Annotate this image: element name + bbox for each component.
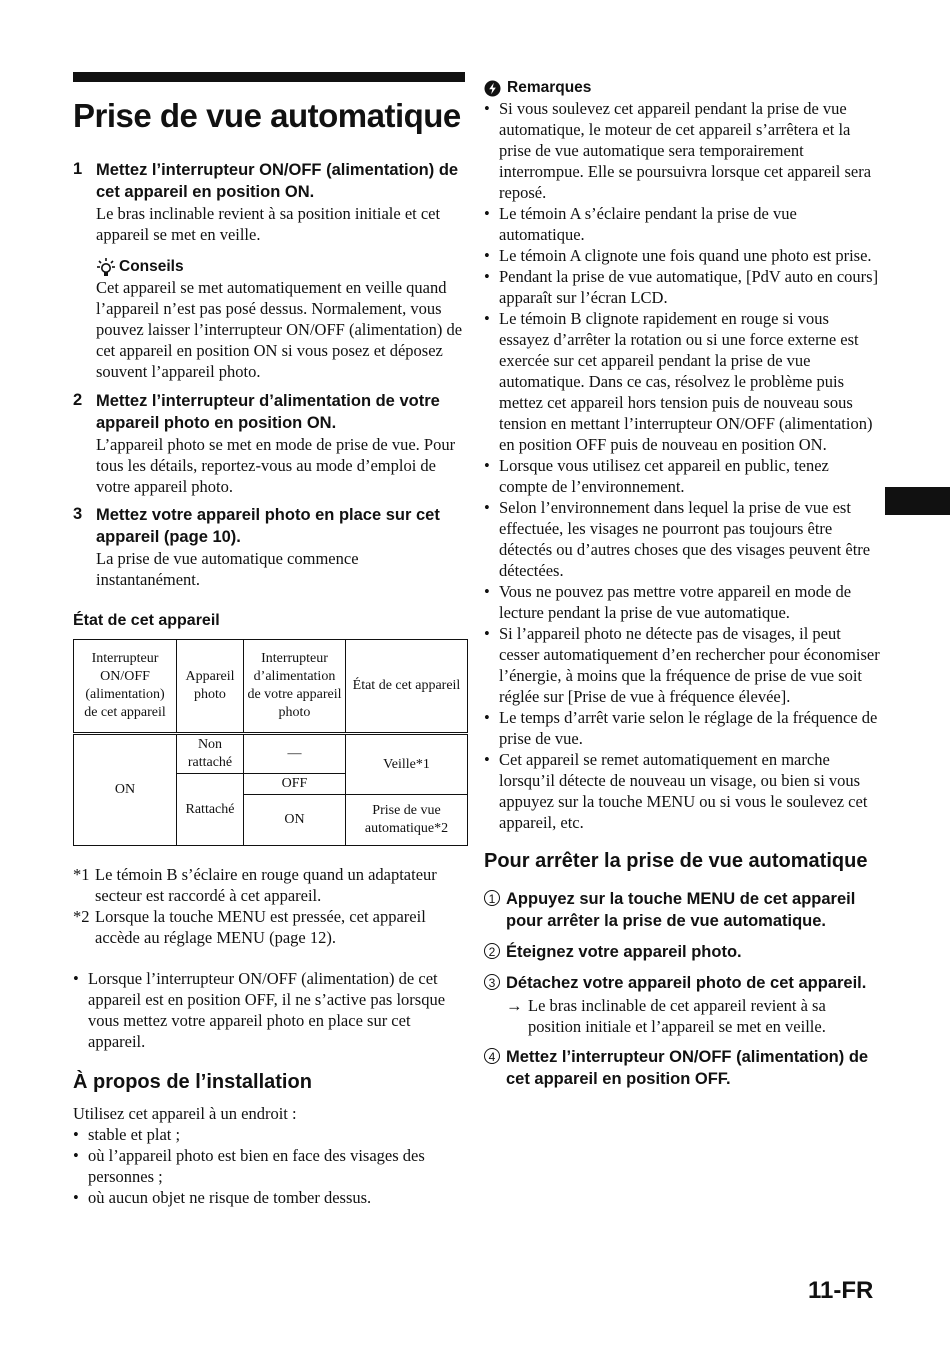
- left-bullet-list: [73, 968, 465, 1052]
- installation-heading: À propos de l’installation: [73, 1071, 312, 1093]
- step-2: [73, 390, 465, 497]
- table-header-cell: Interrupteur d’alimentation de votre appareil photo: [244, 640, 346, 734]
- table-cell: ON: [244, 795, 346, 846]
- page-number: 11-FR: [808, 1277, 874, 1304]
- step-heading: Mettez l’interrupteur d’alimentation de votre appareil photo en position ON.: [96, 392, 440, 432]
- step-number-badge: 2: [484, 943, 500, 959]
- table-row: [74, 734, 468, 774]
- stop-heading: Pour arrêter la prise de vue automatique: [484, 850, 868, 872]
- step-body: La prise de vue automatique commence instantanément.: [96, 549, 359, 589]
- list-item: • Lorsque vous utilisez cet appareil en public, tenez compte de l’environnement.: [484, 455, 880, 497]
- installation-list: [73, 1124, 465, 1208]
- warning-icon: [484, 80, 501, 97]
- table-cell: ON: [74, 734, 177, 846]
- list-item: • Le témoin A s’éclaire pendant la prise de vue automatique.: [484, 203, 880, 245]
- step-number: 3: [73, 505, 83, 523]
- left-column: [73, 72, 465, 1208]
- title-rule: [73, 72, 465, 82]
- tips-title: Conseils: [119, 258, 184, 275]
- stop-step-text: Mettez l’interrupteur ON/OFF (alimentation) de cet appareil en position OFF.: [506, 1048, 869, 1088]
- list-item: • Le temps d’arrêt varie selon le réglage de la fréquence de prise de vue.: [484, 707, 880, 749]
- lightbulb-icon: [96, 257, 116, 277]
- stop-step-4: [484, 1046, 880, 1090]
- page-title: Prise de vue automatique: [73, 97, 461, 134]
- list-item: • où aucun objet ne risque de tomber dessus.: [73, 1187, 465, 1208]
- tips-box: [73, 257, 465, 382]
- list-item: • Vous ne pouvez pas mettre votre appareil en mode de lecture pendant la prise de vue automatique.: [484, 581, 880, 623]
- list-item: • Le témoin B clignote rapidement en rouge si vous essayez d’arrêter la rotation ou si une force externe est exercée sur cet appareil pendant la prise de vue automatique. Dans ce cas, résolvez le problème puis mettez cet appareil hors tension puis de nouveau sous tension en mettant l’interrupteur ON/OFF (alimentation) en position OFF puis de nouveau en position ON.: [484, 308, 880, 455]
- table-header-cell: Interrupteur ON/OFF (alimentation) de cet appareil: [74, 640, 177, 734]
- list-item: • Lorsque l’interrupteur ON/OFF (alimentation) de cet appareil est en position OFF, il ne s’active pas lorsque vous mettez votre appareil photo en place sur cet appareil.: [73, 968, 465, 1052]
- list-item: • Si l’appareil photo ne détecte pas de visages, il peut cesser automatiquement d’en rechercher pour économiser l’énergie, à moins que la fréquence de prise de vue soit réglée sur [Prise de vue à fréquence élevée].: [484, 623, 880, 707]
- list-item: • Si vous soulevez cet appareil pendant la prise de vue automatique, le moteur de cet appareil s’arrêtera et la prise de vue automatique sera temporairement interrompue. Elle se poursuivra lorsque cet appareil sera reposé.: [484, 98, 880, 203]
- step-heading: Mettez votre appareil photo en place sur cet appareil (page 10).: [96, 506, 440, 546]
- right-column: [484, 78, 880, 1099]
- stop-step-2: [484, 941, 880, 963]
- step-number-badge: 3: [484, 974, 500, 990]
- footnote: [73, 906, 465, 948]
- table-header-cell: Appareil photo: [177, 640, 244, 734]
- list-item: • Selon l’environnement dans lequel la prise de vue est effectuée, les visages ne pourront pas toujours être détectés ou d’autres choses que des visages peuvent être détectées.: [484, 497, 880, 581]
- section-tab: [885, 487, 950, 515]
- list-item: • Cet appareil se remet automatiquement en marche lorsqu’il détecte de nouveau un visage, ou bien si vous appuyez sur la touche MENU ou si vous le soulevez cet appareil, etc.: [484, 749, 880, 833]
- tips-body: Cet appareil se met automatiquement en veille quand l’appareil n’est pas posé dessus. Normalement, vous pouvez laisser l’interrupteur ON/OFF (alimentation) de cet appareil en position ON si vous posez et déposez souvent l’appareil photo.: [96, 278, 463, 381]
- stop-step-text: Appuyez sur la touche MENU de cet appareil pour arrêter la prise de vue automatique.: [506, 890, 856, 930]
- state-table: [73, 639, 468, 846]
- step-heading: Mettez l’interrupteur ON/OFF (alimentation) de cet appareil en position ON.: [96, 161, 459, 201]
- stop-step-text: Détachez votre appareil photo de cet appareil.: [506, 974, 867, 992]
- step-body: L’appareil photo se met en mode de prise de vue. Pour tous les détails, reportez-vous au mode d’emploi de votre appareil photo.: [96, 435, 456, 496]
- table-cell: Rattaché: [177, 774, 244, 846]
- list-item: • Le témoin A clignote une fois quand une photo est prise.: [484, 245, 880, 266]
- step-body: Le bras inclinable revient à sa position initiale et cet appareil se met en veille.: [96, 204, 441, 244]
- stop-step-sub: Le bras inclinable de cet appareil revient à sa position initiale et l’appareil se met en veille.: [528, 996, 826, 1036]
- table-header-row: [74, 640, 468, 734]
- table-cell: Prise de vue automatique*2: [346, 795, 468, 846]
- state-table-title: État de cet appareil: [73, 612, 220, 629]
- list-item: • stable et plat ;: [73, 1124, 465, 1145]
- step-number: 1: [73, 160, 83, 178]
- stop-step-result: [506, 995, 880, 1037]
- list-item: • Pendant la prise de vue automatique, [PdV auto en cours] apparaît sur l’écran LCD.: [484, 266, 880, 308]
- installation-intro: Utilisez cet appareil à un endroit :: [73, 1104, 297, 1123]
- table-cell: Veille*1: [346, 734, 468, 795]
- remarks-title: Remarques: [507, 79, 592, 96]
- footnote: [73, 864, 465, 906]
- arrow-icon: →: [506, 996, 523, 1015]
- stop-step-3: [484, 972, 880, 1037]
- table-cell: —: [244, 734, 346, 774]
- footnote-text: Le témoin B s’éclaire en rouge quand un adaptateur secteur est raccordé à cet appareil.: [95, 865, 437, 905]
- remarks-list: [484, 98, 880, 833]
- footnote-text: Lorsque la touche MENU est pressée, cet appareil accède au réglage MENU (page 12).: [95, 907, 426, 947]
- table-cell: OFF: [244, 774, 346, 795]
- step-3: [73, 504, 465, 590]
- footnote-key: *1: [73, 865, 90, 884]
- step-1: [73, 159, 465, 245]
- step-number-badge: 4: [484, 1048, 500, 1064]
- stop-step-text: Éteignez votre appareil photo.: [506, 943, 742, 961]
- table-cell: Non rattaché: [177, 734, 244, 774]
- table-header-cell: État de cet appareil: [346, 640, 468, 734]
- footnotes: [73, 864, 465, 948]
- step-number: 2: [73, 391, 83, 409]
- footnote-key: *2: [73, 907, 90, 926]
- stop-step-1: [484, 888, 880, 932]
- step-number-badge: 1: [484, 890, 500, 906]
- list-item: • où l’appareil photo est bien en face des visages des personnes ;: [73, 1145, 465, 1187]
